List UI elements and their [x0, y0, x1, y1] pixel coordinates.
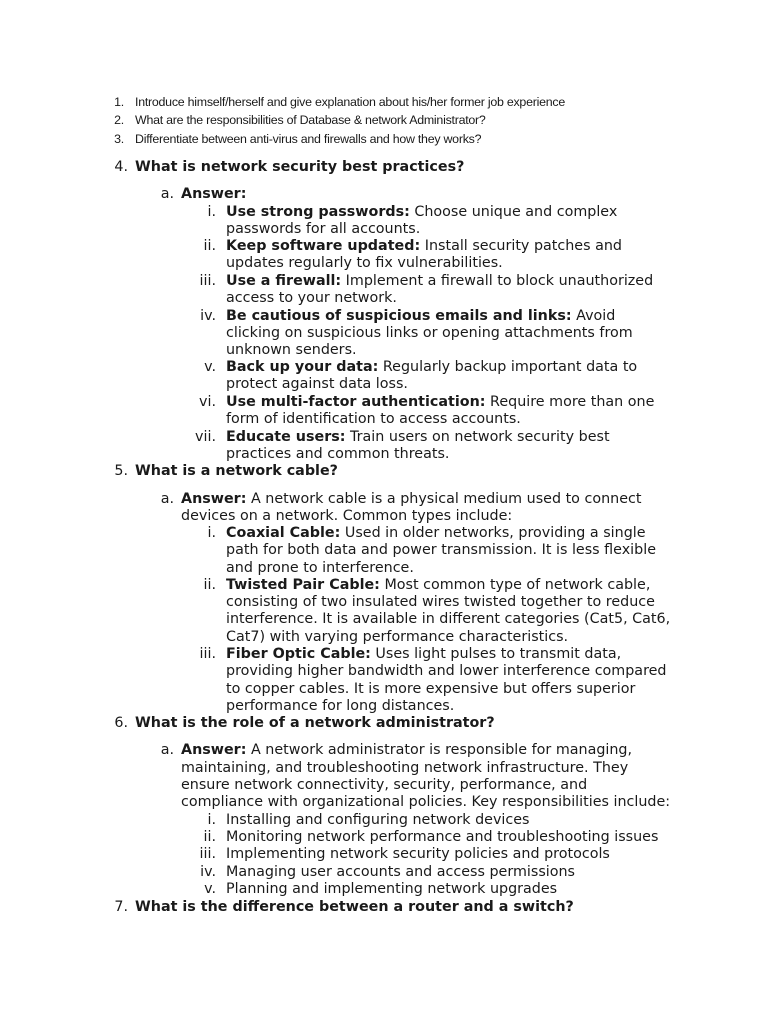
list-item: Back up your data: Regularly backup important data to: [226, 359, 638, 375]
list-item-continuation: protect against data loss.: [226, 376, 408, 392]
list-item: Implementing network security policies and protocols: [226, 846, 610, 862]
list-item-continuation: form of identification to access accounts.: [226, 411, 521, 427]
list-item: Use multi-factor authentication: Require more than one: [226, 394, 655, 410]
list-item-continuation: unknown senders.: [226, 342, 357, 358]
list-item-continuation: access to your network.: [226, 290, 397, 306]
list-number: iii.: [199, 273, 216, 289]
intro-question-text: Differentiate between anti-virus and firewalls and how they works?: [135, 132, 482, 146]
list-item: Keep software updated: Install security patches and: [226, 238, 622, 254]
list-item-continuation: consisting of two insulated wires twisted together to reduce: [226, 594, 655, 610]
list-number: iii.: [199, 646, 216, 662]
list-item: Planning and implementing network upgrades: [226, 881, 558, 897]
list-item: Fiber Optic Cable: Uses light pulses to transmit data,: [226, 646, 622, 662]
answer-marker: a.: [160, 491, 174, 507]
list-number: ii.: [203, 577, 216, 593]
answer-text-continuation: compliance with organizational policies. Key responsibilities include:: [181, 794, 671, 810]
list-number: 3.: [114, 132, 124, 146]
list-item: Monitoring network performance and troubleshooting issues: [226, 829, 659, 845]
list-item-continuation: providing higher bandwidth and lower interference compared: [226, 663, 667, 679]
list-item-continuation: clicking on suspicious links or opening attachments from: [226, 325, 633, 341]
list-number: ii.: [203, 829, 216, 845]
answer-text-continuation: devices on a network. Common types include:: [181, 508, 513, 524]
list-item-continuation: interference. It is available in different categories (Cat5, Cat6,: [226, 611, 671, 627]
list-item: Use a firewall: Implement a firewall to block unauthorized: [226, 273, 654, 289]
answer-text: Answer: A network administrator is responsible for managing,: [181, 742, 633, 758]
list-item-continuation: to copper cables. It is more expensive but offers superior: [226, 681, 636, 697]
question-heading: What is the difference between a router and a switch?: [135, 899, 574, 915]
question-number: 5.: [114, 463, 128, 479]
list-item: Managing user accounts and access permissions: [226, 864, 576, 880]
question-heading: What is network security best practices?: [135, 159, 465, 175]
list-number: vi.: [199, 394, 216, 410]
answer-text-continuation: ensure network connectivity, security, performance, and: [181, 777, 588, 793]
question-number: 4.: [114, 159, 128, 175]
list-number: iv.: [200, 864, 216, 880]
list-item-continuation: performance for long distances.: [226, 698, 455, 714]
list-number: 2.: [114, 113, 124, 127]
answer-marker: a.: [160, 742, 174, 758]
list-number: i.: [207, 525, 216, 541]
list-number: v.: [204, 359, 216, 375]
list-number: i.: [207, 204, 216, 220]
question-number: 6.: [114, 715, 128, 731]
answer-marker: a.: [160, 186, 174, 202]
answer-label: Answer:: [181, 186, 247, 202]
intro-question-text: What are the responsibilities of Database & network Administrator?: [135, 113, 486, 127]
question-heading: What is a network cable?: [135, 463, 338, 479]
list-item-continuation: path for both data and power transmission. It is less flexible: [226, 542, 656, 558]
list-item: Coaxial Cable: Used in older networks, providing a single: [226, 525, 646, 541]
intro-question-text: Introduce himself/herself and give explanation about his/her former job experience: [135, 95, 565, 109]
list-number: vii.: [195, 429, 216, 445]
question-number: 7.: [114, 899, 128, 915]
list-item-continuation: Cat7) with varying performance characteristics.: [226, 629, 569, 645]
list-item: Be cautious of suspicious emails and links: Avoid: [226, 308, 616, 324]
list-number: v.: [204, 881, 216, 897]
list-item-continuation: practices and common threats.: [226, 446, 450, 462]
list-number: 1.: [114, 95, 124, 109]
list-number: iii.: [199, 846, 216, 862]
list-number: iv.: [200, 308, 216, 324]
list-item: Twisted Pair Cable: Most common type of network cable,: [226, 577, 651, 593]
question-heading: What is the role of a network administrator?: [135, 715, 495, 731]
list-number: i.: [207, 812, 216, 828]
list-item: Educate users: Train users on network security best: [226, 429, 610, 445]
list-item-continuation: passwords for all accounts.: [226, 221, 421, 237]
list-item: Installing and configuring network devices: [226, 812, 530, 828]
list-number: ii.: [203, 238, 216, 254]
answer-text: Answer: A network cable is a physical medium used to connect: [181, 491, 642, 507]
list-item-continuation: and prone to interference.: [226, 560, 414, 576]
list-item: Use strong passwords: Choose unique and complex: [226, 204, 618, 220]
list-item-continuation: updates regularly to fix vulnerabilities.: [226, 255, 503, 271]
answer-text-continuation: maintaining, and troubleshooting network infrastructure. They: [181, 760, 629, 776]
